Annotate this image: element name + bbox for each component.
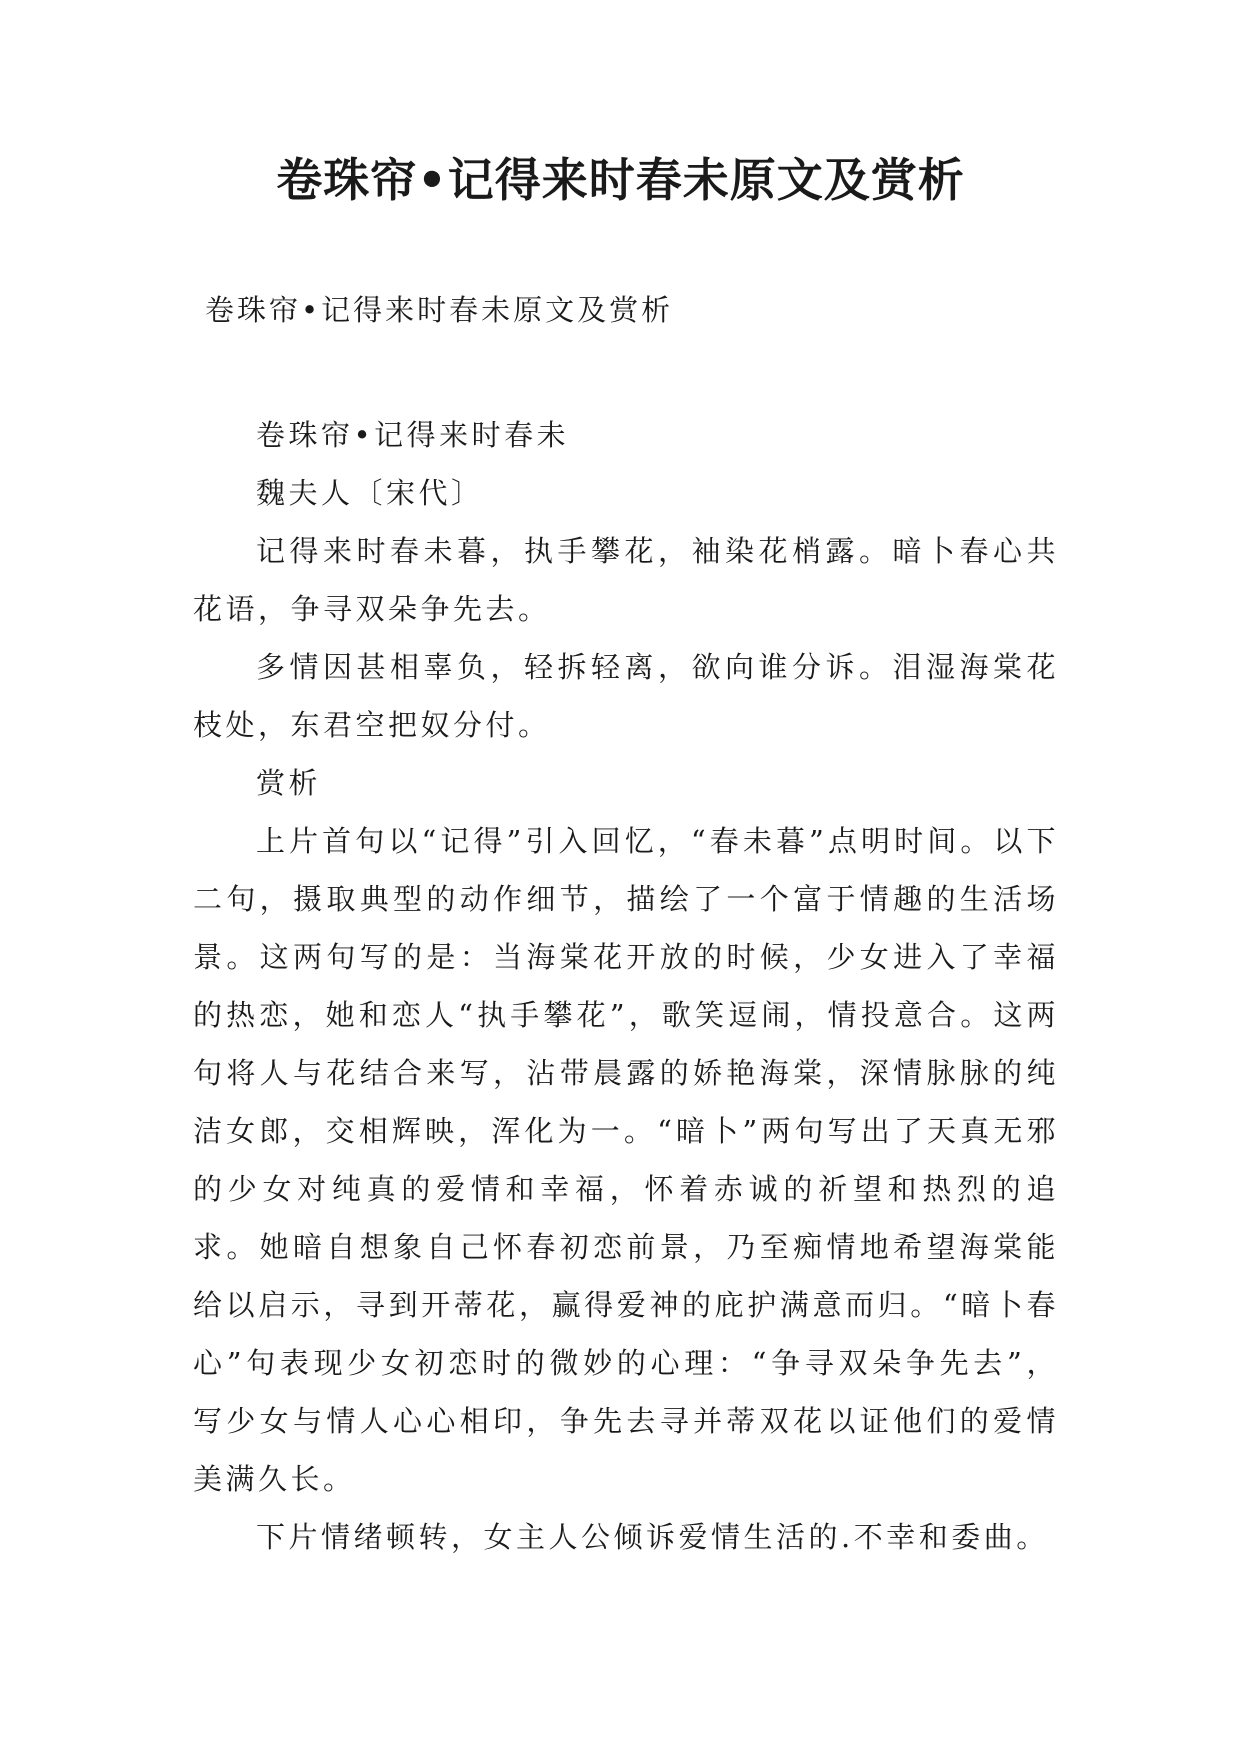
document-title: 卷珠帘•记得来时春未原文及赏析: [276, 153, 965, 207]
analysis-paragraph-1: 上片首句以“记得”引入回忆，“春未暮”点明时间。以下二句，摄取典型的动作细节，描绘了一个富于情趣的生活场景。这两句写的是：当海棠花开放的时候，少女进入了幸福的热恋，她和恋人“执手攀花”，歌笑逗闹，情投意合。这两句将人与花结合来写，沾带晨露的娇艳海棠，深情脉脉的纯洁女郎，交相辉映，浑化为一。“暗卜”两句写出了天真无邪的少女对纯真的爱情和幸福，怀着赤诚的祈望和热烈的追求。她暗自想象自己怀春初恋前景，乃至痴情地希望海棠能给以启示，寻到开蒂花，赢得爱神的庇护满意而归。“暗卜春心”句表现少女初恋时的微妙的心理：“争寻双朵争先去”，写少女与情人心心相印，争先去寻并蒂双花以证他们的爱情美满久长。: [193, 824, 1059, 1496]
poem-stanza-1: 记得来时春未暮，执手攀花，袖染花梢露。暗卜春心共花语，争寻双朵争先去。: [193, 534, 1059, 626]
poem-author: 魏夫人〔宋代〕: [256, 476, 484, 510]
poem-title: 卷珠帘•记得来时春未: [256, 418, 570, 452]
analysis-paragraph-2: 下片情绪顿转，女主人公倾诉爱情生活的.不幸和委曲。: [256, 1520, 1049, 1554]
poem-stanza-2: 多情因甚相辜负，轻拆轻离，欲向谁分诉。泪湿海棠花枝处，东君空把奴分付。: [193, 650, 1059, 742]
analysis-heading: 赏析: [256, 766, 322, 800]
document-subtitle: 卷珠帘•记得来时春未原文及赏析: [205, 293, 674, 327]
document-body: [193, 406, 1059, 1566]
